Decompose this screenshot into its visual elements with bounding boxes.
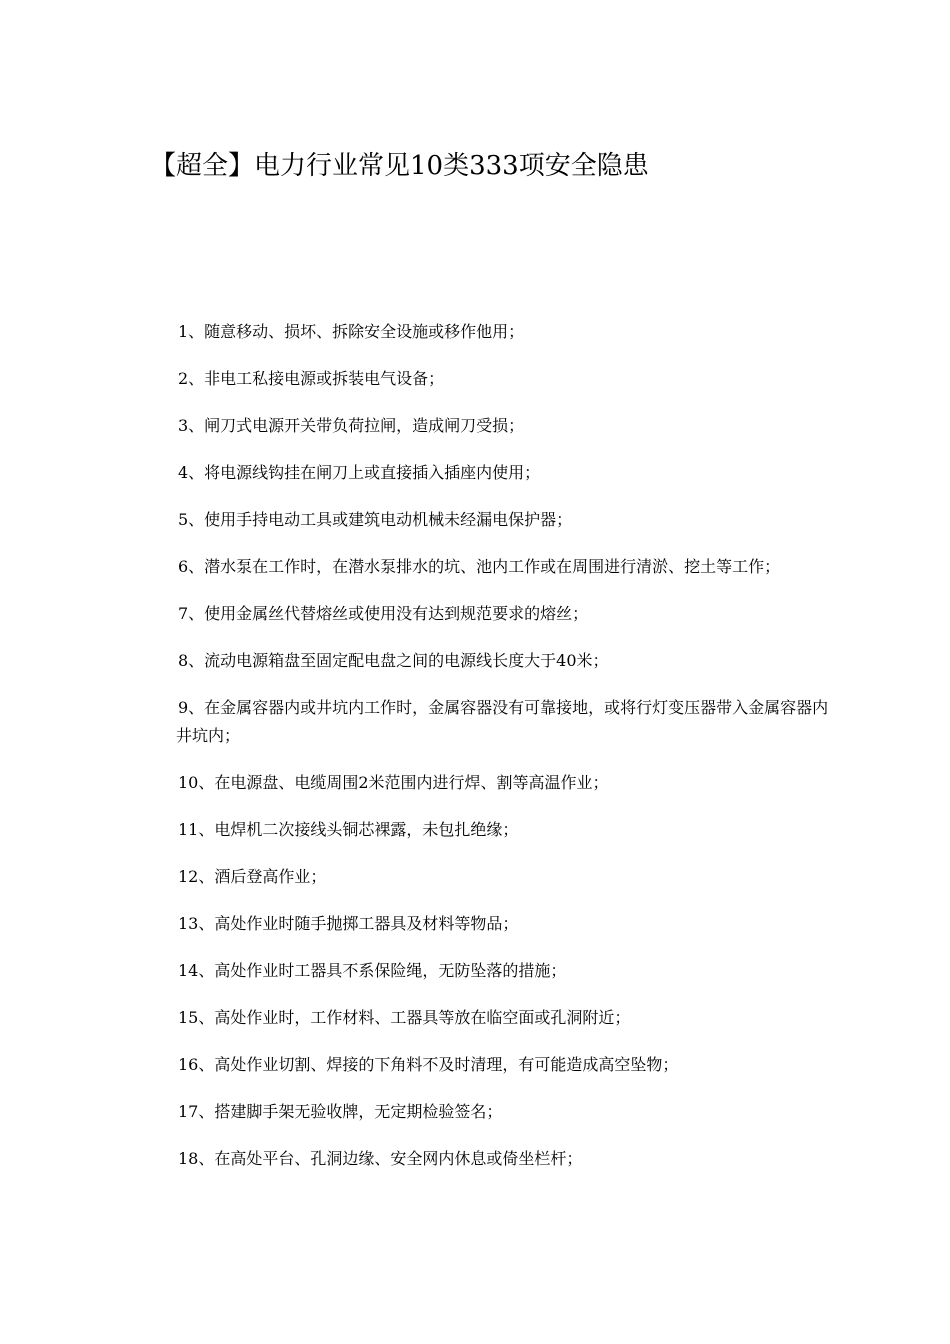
hazard-list [178,318,950,1192]
list-item: 2、非电工私接电源或拆装电气设备； [178,369,445,388]
list-item: 1、随意移动、损坏、拆除安全设施或移作他用； [178,322,525,341]
list-item: 17、搭建脚手架无验收牌，无定期检验签名； [178,1102,503,1121]
list-item: 18、在高处平台、孔洞边缘、安全网内休息或倚坐栏杆； [178,1149,583,1168]
list-item-line1: 9、在金属容器内或井坑内工作时，金属容器没有可靠接地，或将行灯变压器带入金属容器内 [178,698,829,717]
document-title: 【超全】电力行业常见10类333项安全隐患 [150,151,649,181]
list-item: 13、高处作业时随手抛掷工器具及材料等物品； [178,914,519,933]
list-item: 7、使用金属丝代替熔丝或使用没有达到规范要求的熔丝； [178,604,589,623]
list-item: 10、在电源盘、电缆周围2米范围内进行焊、割等高温作业； [178,773,609,792]
list-item-line2: 井坑内； [176,726,241,745]
list-item: 15、高处作业时，工作材料、工器具等放在临空面或孔洞附近； [178,1008,631,1027]
list-item: 14、高处作业时工器具不系保险绳，无防坠落的措施； [178,961,567,980]
list-item: 6、潜水泵在工作时，在潜水泵排水的坑、池内工作或在周围进行清淤、挖土等工作； [178,557,781,576]
list-item-multiline [178,694,950,750]
list-item: 11、电焊机二次接线头铜芯裸露，未包扎绝缘； [178,820,519,839]
list-item: 12、酒后登高作业； [178,867,327,886]
list-item: 5、使用手持电动工具或建筑电动机械未经漏电保护器； [178,510,573,529]
list-item: 16、高处作业切割、焊接的下角料不及时清理，有可能造成高空坠物； [178,1055,679,1074]
list-item: 8、流动电源箱盘至固定配电盘之间的电源线长度大于40米； [178,651,609,670]
list-item: 3、闸刀式电源开关带负荷拉闸，造成闸刀受损； [178,416,525,435]
list-item: 4、将电源线钩挂在闸刀上或直接插入插座内使用； [178,463,541,482]
